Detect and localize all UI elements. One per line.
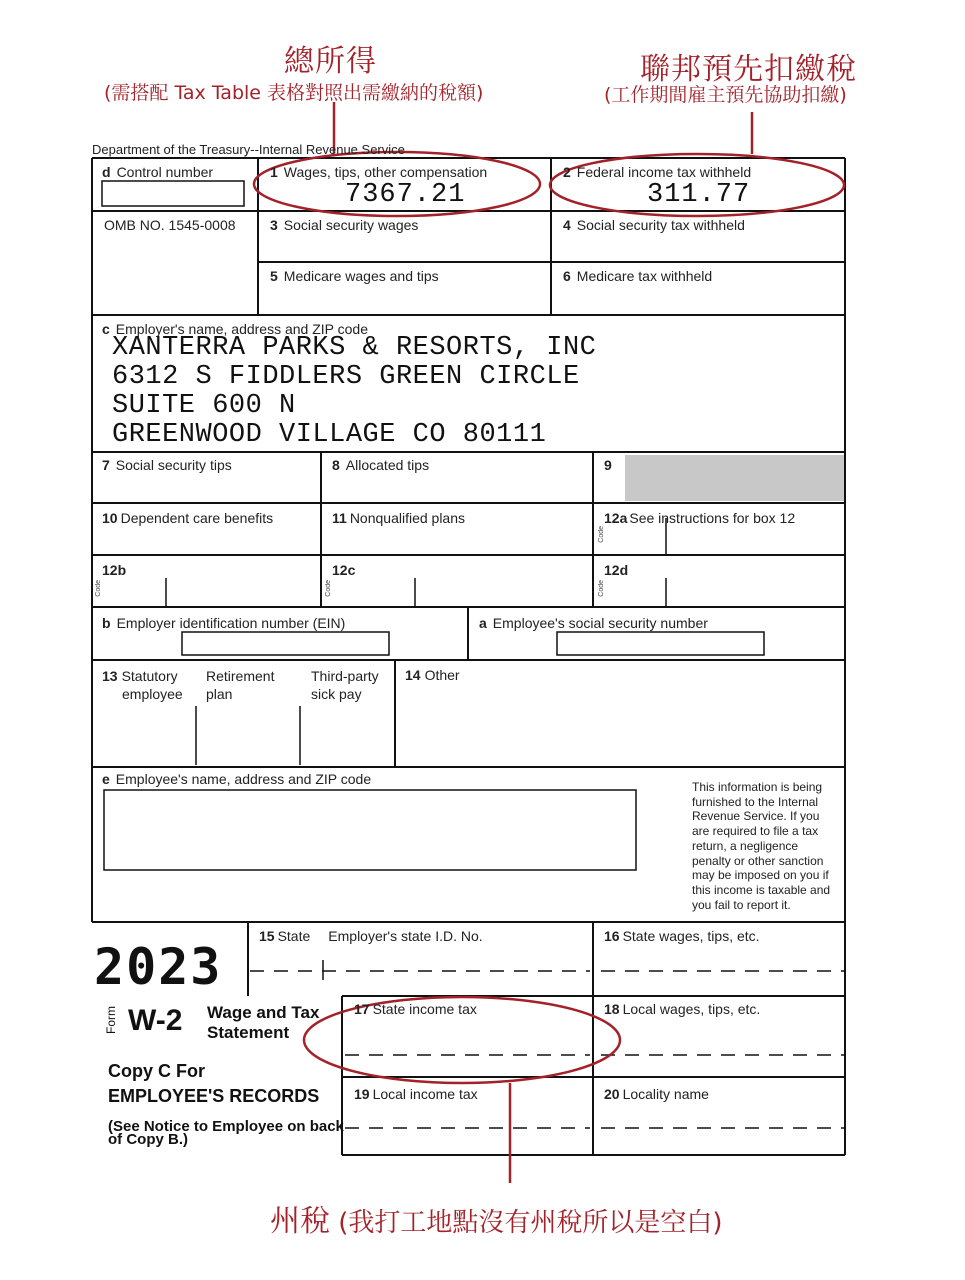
- form-name: W-2: [128, 1004, 183, 1037]
- box-20-label: 20 Locality name: [604, 1086, 709, 1102]
- ssn-field[interactable]: [558, 633, 763, 654]
- box-7-label: 7 Social security tips: [102, 457, 232, 473]
- box-12d-label: 12d: [604, 562, 629, 578]
- box-12d-code-label: Code: [598, 580, 605, 597]
- notice-text: (See Notice to Employee on back of Copy B.): [108, 1118, 344, 1148]
- box-15-label: 15 State Employer's state I.D. No.: [259, 928, 483, 944]
- box-4-label: 4 Social security tax withheld: [563, 217, 745, 233]
- irs-notice: This information is being furnished to the Internal Revenue Service. If you are required to file a tax return, a negligence penalty or other sanction may be imposed on you if this income is taxable and you fail to report it.: [692, 780, 831, 912]
- box-5-label: 5 Medicare wages and tips: [270, 268, 439, 284]
- omb-number: OMB NO. 1545-0008: [104, 217, 236, 233]
- box-14-label: 14 Other: [405, 667, 460, 683]
- box-13-statutory-label: 13 Statutory employee: [102, 668, 183, 702]
- box-12b-code-label: Code: [95, 580, 102, 597]
- box-d-label: d Control number: [102, 164, 214, 180]
- box-c-label: c Employer's name, address and ZIP code: [102, 321, 369, 337]
- department-header: Department of the Treasury--Internal Revenue Service: [92, 142, 405, 157]
- annotation-state-tax: [270, 1196, 723, 1240]
- annotation-state-tax-note: (我打工地點沒有州稅所以是空白): [338, 1208, 723, 1238]
- box-12a-label: 12a See instructions for box 12: [604, 510, 796, 526]
- employer-suite: SUITE 600 N: [112, 391, 296, 421]
- box-16-label: 16 State wages, tips, etc.: [604, 928, 760, 944]
- control-number-field[interactable]: [103, 182, 243, 205]
- form-title: Wage and Tax Statement: [207, 1003, 320, 1042]
- annotation-total-income-note: (需搭配 Tax Table 表格對照出需繳納的稅額): [104, 82, 484, 104]
- employer-street: 6312 S FIDDLERS GREEN CIRCLE: [112, 362, 580, 392]
- form-word: Form: [104, 1006, 118, 1034]
- box-6-label: 6 Medicare tax withheld: [563, 268, 713, 284]
- copy-label: Copy C For EMPLOYEE'S RECORDS: [108, 1061, 320, 1106]
- box-12c-label: 12c: [332, 562, 356, 578]
- box-2-label: 2 Federal income tax withheld: [563, 164, 752, 180]
- annotation-federal-tax-note: (工作期間雇主預先協助扣繳): [604, 84, 847, 106]
- box-18-label: 18 Local wages, tips, etc.: [604, 1001, 761, 1017]
- federal-tax-value: 311.77: [647, 180, 751, 210]
- box-12c-code-label: Code: [325, 580, 332, 597]
- box-13-retirement-label: Retirement plan: [206, 668, 275, 702]
- box-e-label: e Employee's name, address and ZIP code: [102, 771, 372, 787]
- employer-name: XANTERRA PARKS & RESORTS, INC: [112, 333, 597, 363]
- box-a-label: a Employee's social security number: [479, 615, 708, 631]
- wages-value: 7367.21: [345, 180, 466, 210]
- box-1-label: 1 Wages, tips, other compensation: [270, 164, 488, 180]
- box-9-shade: [625, 455, 844, 501]
- box-13-thirdparty-label: Third-party sick pay: [311, 668, 379, 702]
- tax-year: 2023: [94, 938, 223, 996]
- box-19-label: 19 Local income tax: [354, 1086, 478, 1102]
- box-3-label: 3 Social security wages: [270, 217, 419, 233]
- annotation-federal-tax-title: 聯邦預先扣繳稅: [640, 52, 857, 87]
- box-9-label: 9: [604, 457, 612, 473]
- box-b-label: b Employer identification number (EIN): [102, 615, 346, 631]
- box-11-label: 11 Nonqualified plans: [332, 510, 466, 526]
- box-10-label: 10 Dependent care benefits: [102, 510, 274, 526]
- employer-city-state-zip: GREENWOOD VILLAGE CO 80111: [112, 420, 547, 450]
- annotation-total-income-title: 總所得: [284, 44, 377, 79]
- box-8-label: 8 Allocated tips: [332, 457, 430, 473]
- employee-address-field[interactable]: [106, 792, 634, 868]
- box-12b-label: 12b: [102, 562, 127, 578]
- box-17-label: 17 State income tax: [354, 1001, 477, 1017]
- employer-address: [112, 334, 596, 450]
- annotation-state-tax-title: 州稅: [270, 1204, 330, 1239]
- box-12a-code-label: Code: [598, 526, 605, 543]
- ein-field[interactable]: [183, 633, 388, 654]
